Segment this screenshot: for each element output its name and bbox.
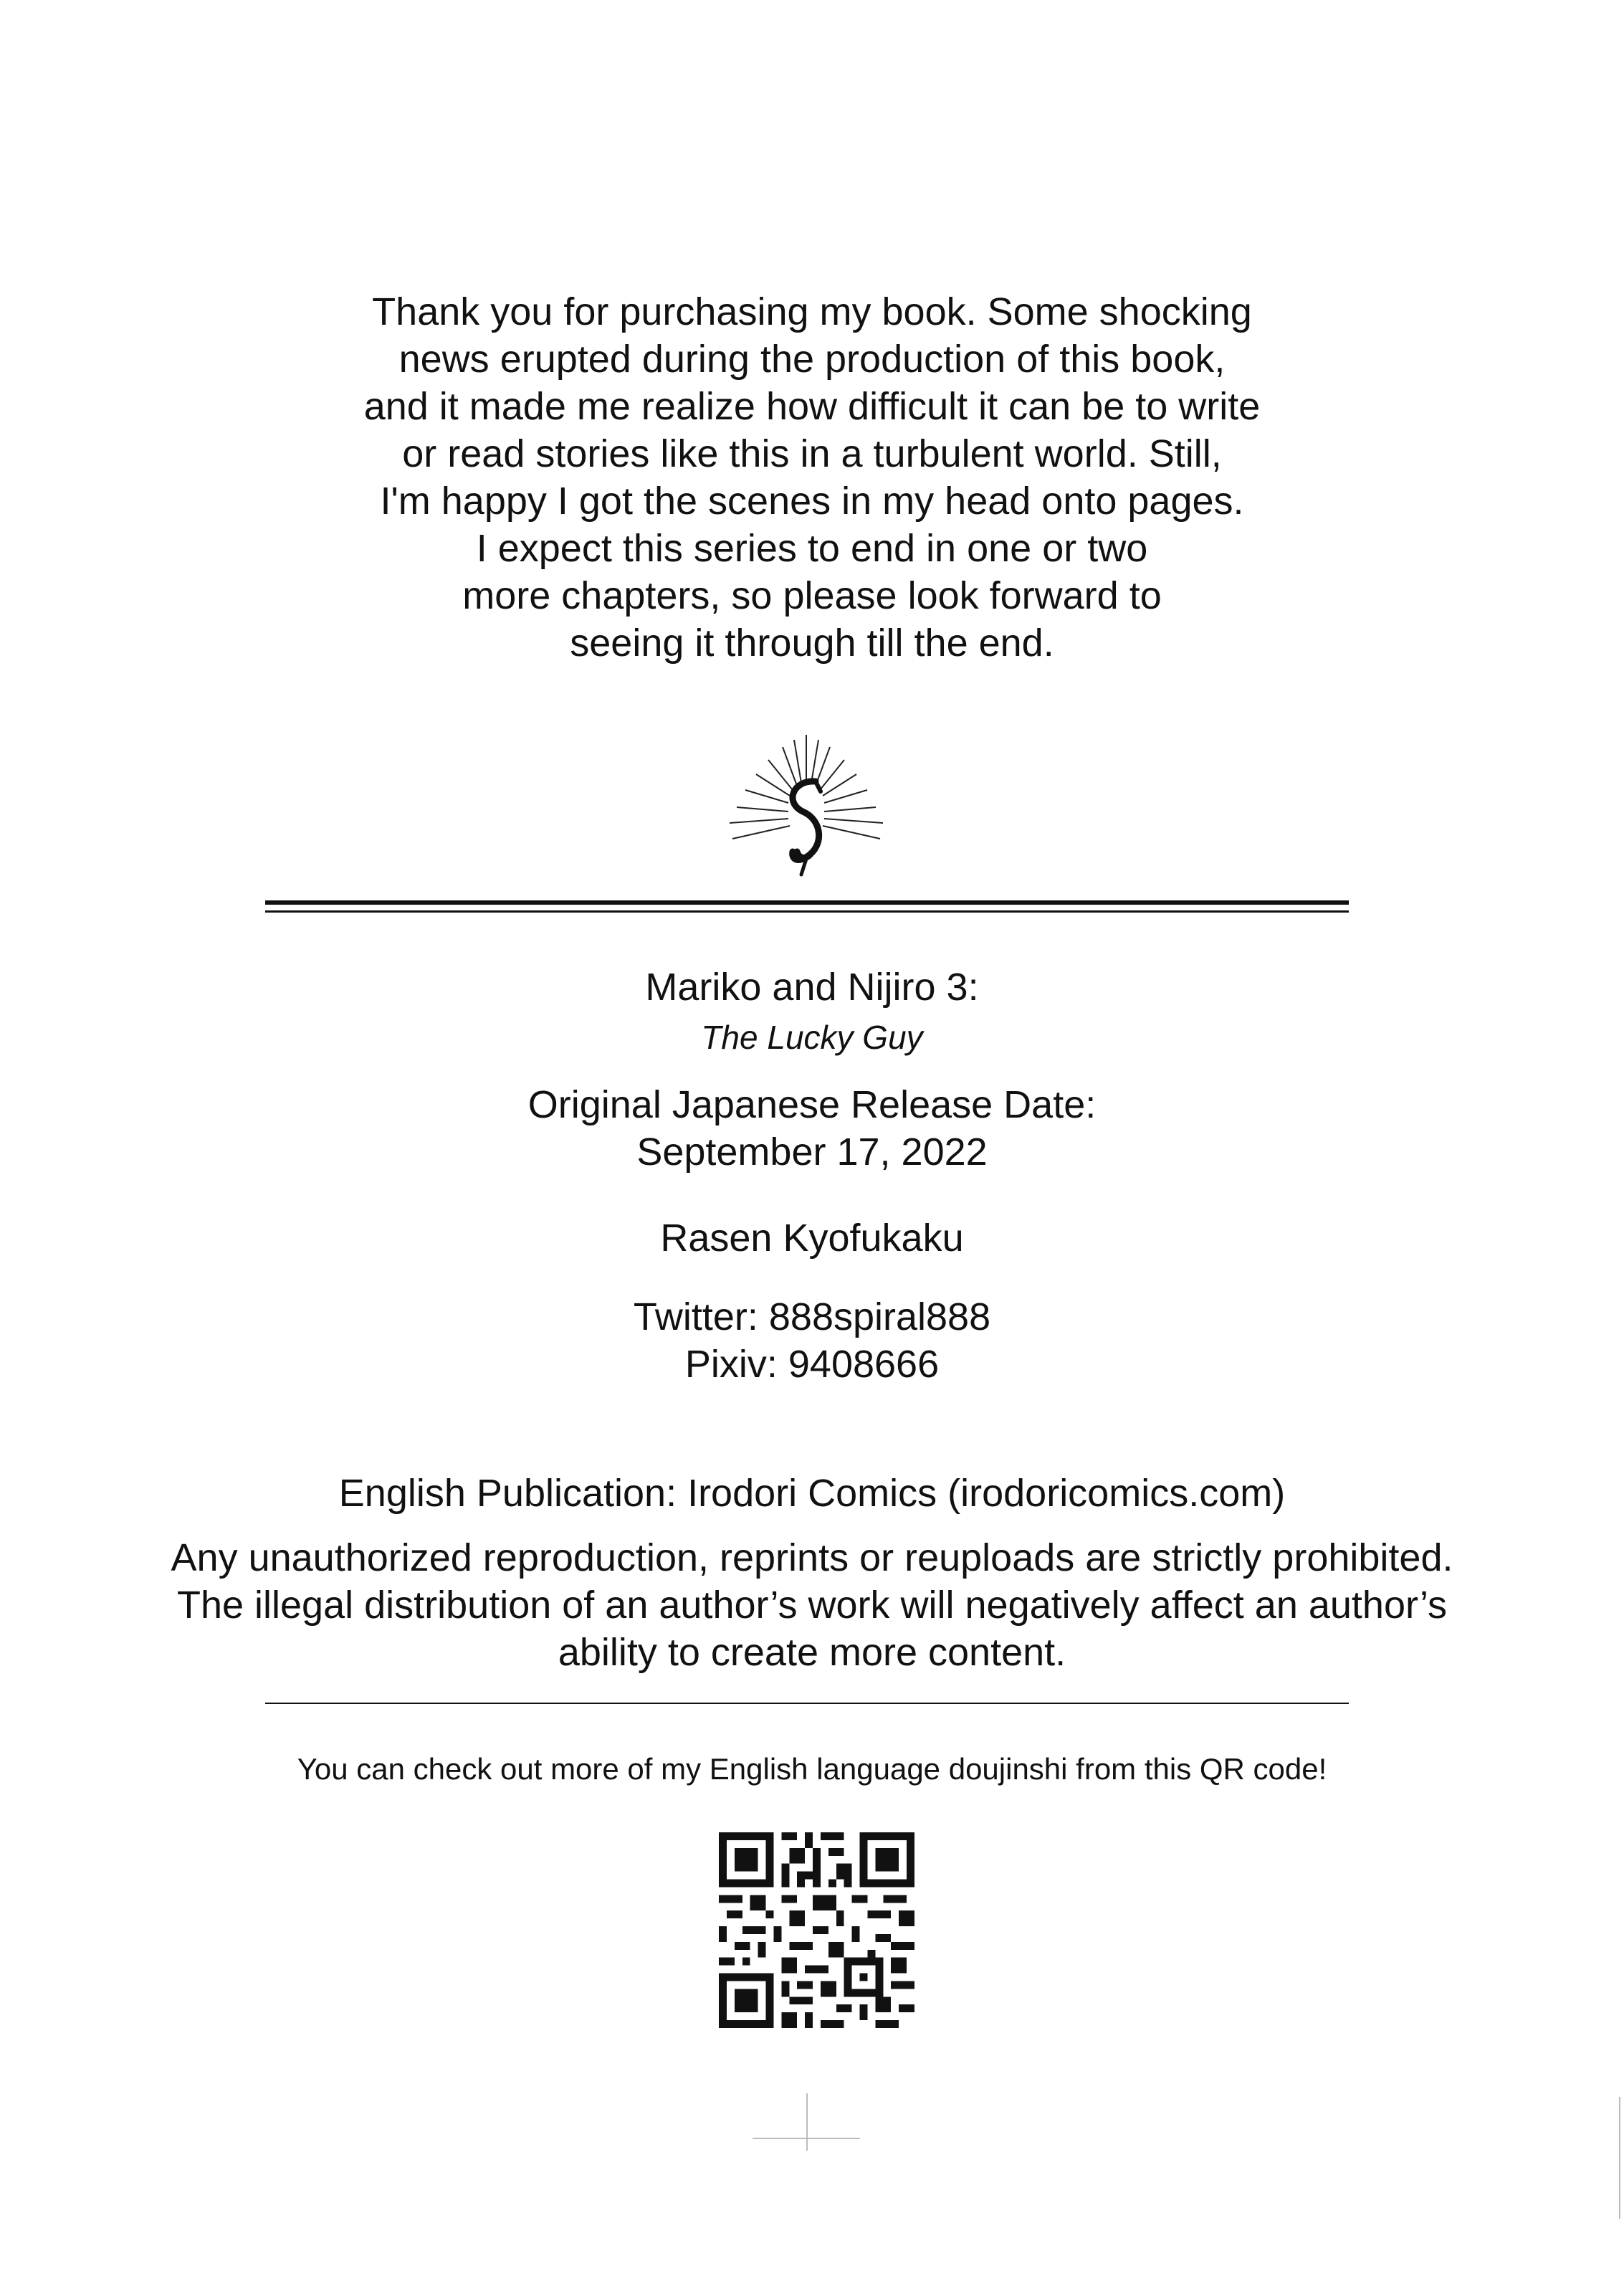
section-divider bbox=[265, 900, 1349, 905]
crop-mark bbox=[1619, 2097, 1620, 2219]
release-label: Original Japanese Release Date: bbox=[527, 1083, 1097, 1126]
afterword-line: and it made me realize how difficult it can be to write bbox=[363, 385, 1261, 428]
section-divider bbox=[265, 910, 1349, 913]
thin-divider bbox=[265, 1703, 1349, 1704]
warning-line: The illegal distribution of an author’s work will negatively affect an author’s bbox=[176, 1584, 1447, 1627]
afterword-message bbox=[0, 288, 1624, 667]
book-title: Mariko and Nijiro 3: bbox=[645, 966, 979, 1009]
release-date: September 17, 2022 bbox=[636, 1131, 988, 1174]
warning-line: ability to create more content. bbox=[558, 1631, 1066, 1674]
afterword-line: seeing it through till the end. bbox=[570, 622, 1054, 665]
book-subtitle: The Lucky Guy bbox=[701, 1019, 923, 1056]
warning-line: Any unauthorized reproduction, reprints or reuploads are strictly prohibited. bbox=[171, 1536, 1453, 1579]
author-name: Rasen Kyofukaku bbox=[660, 1217, 964, 1260]
twitter-handle: Twitter: 888spiral888 bbox=[633, 1295, 991, 1338]
afterword-line: news erupted during the production of this book, bbox=[398, 338, 1226, 381]
qr-code-icon[interactable] bbox=[719, 1832, 914, 2028]
afterword-line: Thank you for purchasing my book. Some shocking bbox=[372, 290, 1252, 333]
afterword-line: I expect this series to end in one or two bbox=[476, 527, 1148, 570]
spiral-logo-icon bbox=[717, 731, 896, 882]
crop-mark bbox=[806, 2093, 808, 2151]
copyright-warning bbox=[0, 1534, 1624, 1676]
pixiv-id: Pixiv: 9408666 bbox=[684, 1343, 940, 1386]
afterword-line: or read stories like this in a turbulent world. Still, bbox=[402, 432, 1222, 475]
afterword-line: I'm happy I got the scenes in my head onto pages. bbox=[380, 480, 1244, 523]
qr-caption: You can check out more of my English language doujinshi from this QR code! bbox=[297, 1752, 1327, 1786]
publisher-line: English Publication: Irodori Comics (irodoricomics.com) bbox=[338, 1472, 1286, 1515]
afterword-line: more chapters, so please look forward to bbox=[462, 574, 1162, 617]
